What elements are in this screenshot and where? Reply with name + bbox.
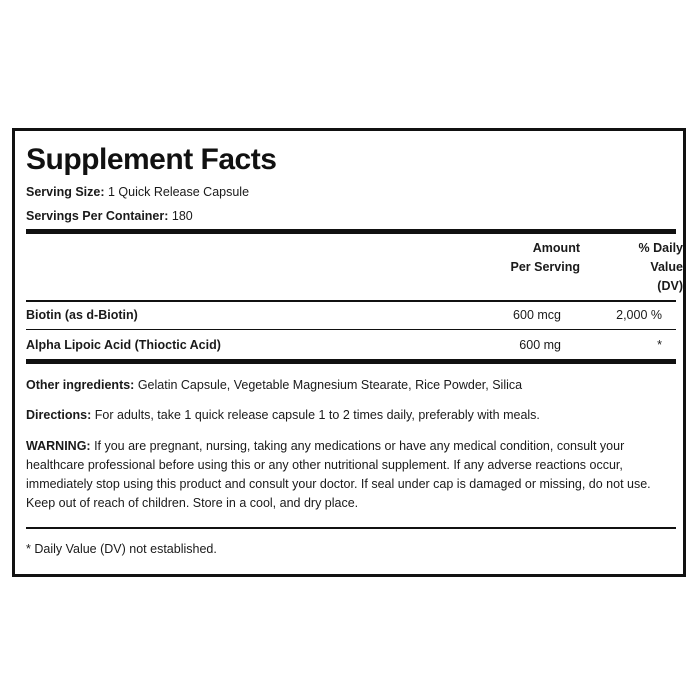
supplement-facts-panel [12,128,686,577]
panel-title: Supplement Facts [26,143,277,176]
directions [26,406,676,425]
row-divider [26,329,676,330]
daily-value-header-line2: Value [650,260,683,274]
serving-size-label: Serving Size: [26,185,105,199]
other-ingredients-text: Gelatin Capsule, Vegetable Magnesium Stearate, Rice Powder, Silica [137,378,523,392]
nutrient-name: Alpha Lipoic Acid (Thioctic Acid) [26,338,221,352]
daily-value-header-line3: (DV) [657,279,683,293]
warning [26,437,676,513]
other-ingredients [26,376,676,395]
servings-per-container-label: Servings Per Container: [26,209,169,223]
header-divider [26,300,676,302]
warning-label: WARNING: [26,439,91,453]
footnote-divider [26,527,676,529]
footnote: * Daily Value (DV) not established. [26,542,217,556]
warning-text: If you are pregnant, nursing, taking any medications or have any medical condition, consult your healthcare professional before using this or any other nutritional supplement. If any adverse reactions occur, immediately stop using this product and consult your doctor. If seal under cap is damaged or missing, do not use. Keep out of reach of children. Store in a cool, and dry place. [26,439,651,510]
amount-header-line1: Amount [532,241,580,255]
directions-text: For adults, take 1 quick release capsule 1 to 2 times daily, preferably with meals. [94,408,540,422]
thick-divider-bottom [26,359,676,364]
nutrient-daily-value: * [657,338,662,352]
nutrient-daily-value: 2,000 % [616,308,662,322]
amount-header [511,239,580,277]
directions-label: Directions: [26,408,92,422]
nutrient-name: Biotin (as d-Biotin) [26,308,138,322]
serving-size-value: 1 Quick Release Capsule [107,185,250,199]
daily-value-header [639,239,683,296]
serving-size [26,185,249,199]
thick-divider-top [26,229,676,234]
daily-value-header-line1: % Daily [638,241,683,255]
other-ingredients-label: Other ingredients: [26,378,135,392]
amount-header-line2: Per Serving [510,260,580,274]
servings-per-container-value: 180 [171,209,193,223]
nutrient-amount: 600 mg [519,338,561,352]
nutrient-amount: 600 mcg [513,308,561,322]
servings-per-container [26,209,193,223]
